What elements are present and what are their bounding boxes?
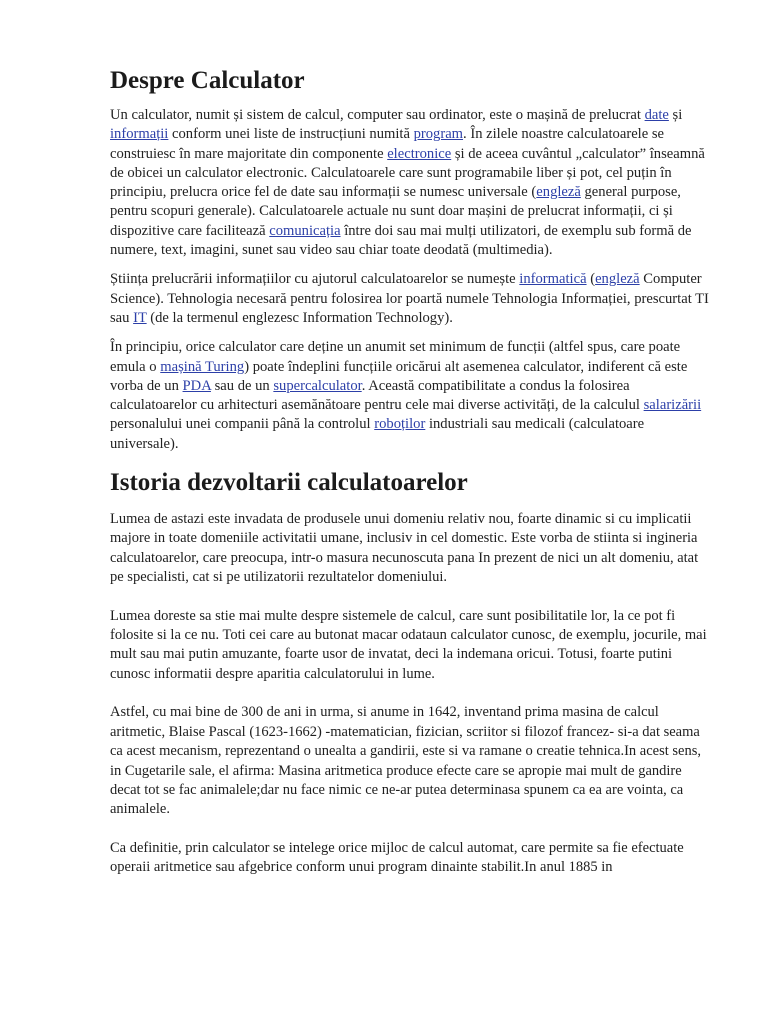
link-robotilor[interactable]: roboților: [374, 416, 426, 433]
text-run: între doi sau mai mulți utilizatori, de exemplu sub formă de numere, text, imagini, sunet sau video sau chiar toate deodată (multimedia).: [110, 222, 692, 259]
paragraph: Lumea doreste sa stie mai multe despre sistemele de calcul, care sunt posibilitatile lor, la ce pot fi folosite si la ce nu. Toti cei care au butonat macar odataun calculator cunosc, de exemplu, jocurile, mai mult sau mai putin amuzante, foarte usor de invatat, deci la indemana oricui. Totusi, foarte putini cunosc informatii despre aparitia calculatorului in lume.: [110, 607, 707, 682]
section-title: Despre Calculator: [110, 67, 305, 94]
link-pda[interactable]: PDA: [182, 377, 211, 394]
link-engleza[interactable]: engleză: [536, 184, 581, 201]
link-program[interactable]: program: [413, 126, 464, 143]
link-engleza-2[interactable]: engleză: [595, 271, 640, 288]
text-run: (: [586, 271, 596, 288]
section-despre-calculator: [110, 66, 714, 454]
text-run: personalului unei companii până la controlul: [110, 416, 375, 433]
text-run: Un calculator, numit și sistem de calcul, computer sau ordinator, este o mașină de prelucrat: [110, 107, 645, 123]
link-salarizarii[interactable]: salarizării: [643, 397, 702, 414]
text-run: Știința prelucrării informațiilor cu ajutorul calculatoarelor se numește: [110, 271, 520, 288]
text-run: și: [668, 107, 683, 123]
text-run: industriali sau medicali (calculatoare universale).: [110, 416, 645, 452]
text-run: conform unei liste de instrucțiuni numită: [168, 126, 414, 143]
section-istoria: [110, 468, 714, 878]
link-electronice[interactable]: electronice: [387, 145, 452, 162]
paragraph-compatibility: [110, 338, 714, 454]
paragraph: Astfel, cu mai bine de 300 de ani in urma, si anume in 1642, inventand prima masina de calcul aritmetic, Blaise Pascal (1623-1662) -matematician, fizician, scriitor si filozof francez- si-a dat seama ca acest mecanism, reprezentand o unealta a gandirii, este si va ramane o creatie tehnica.In acest sens, in Cugetarile sale, el afirma: Masina aritmetica produce efecte care se apropie mai mult de gandire decat tot se fac animalele;dar nu face nimic ce ne-ar putea determinasa spunem ca ea are vointa, ca animalele.: [110, 704, 701, 818]
text-run: Computer Science). Tehnologia necesară pentru folosirea lor poartă numele Tehnologia Informației, prescurtat TI sau: [110, 271, 709, 326]
link-it[interactable]: IT: [133, 309, 147, 326]
link-informatii[interactable]: informații: [110, 126, 169, 143]
text-run: general purpose, pentru scopuri generale). Calculatoarele actuale nu sunt doar mașini de prelucrat informații, ci și dispozitive care facilitează: [110, 184, 681, 239]
text-run: (de la termenul englezesc Information Technology).: [146, 309, 453, 326]
text-run: . Această compatibilitate a condus la folosirea calculatoarelor cu arhitecturi asemănătoare pentru cele mai diverse activități, de la calculul: [110, 377, 644, 414]
paragraph: Lumea de astazi este invadata de produsele unui domeniu relativ nou, foarte dinamic si cu implicatii majore in toate domeniile activitatii umane, inclusiv in cel domestic. Este vorba de stiinta si ingineria calculatoarelor, care preocupa, intr-o masura necunoscuta pana In prezent de nici un alt domeniu, atat pe specialisti, cat si pe utilizatorii rezultatelor domeniului.: [110, 511, 699, 586]
link-informatica[interactable]: informatică: [519, 271, 587, 288]
text-run: . În zilele noastre calculatoarele se construiesc în mare majoritate din componente: [110, 126, 665, 162]
link-masina-turing[interactable]: mașină Turing: [160, 358, 245, 375]
paragraph: Ca definitie, prin calculator se intelege orice mijloc de calcul automat, care permite sa fie efectuate operaii aritmetice sau afgebrice conform unui program dinainte stabilit.In anul 1885 in: [110, 839, 684, 876]
link-comunicatia[interactable]: comunicația: [269, 222, 341, 239]
link-supercalculator[interactable]: supercalculator: [273, 377, 362, 394]
text-run: sau de un: [210, 377, 274, 394]
text-run: În principiu, orice calculator care deține un anumit set minimum de funcții (altfel spus, care poate emula o: [110, 339, 681, 375]
text-run: ) poate îndeplini funcțiile oricărui alt asemenea calculator, indiferent că este vorba de un: [110, 358, 688, 394]
paragraph-definition: [110, 106, 714, 260]
text-run: și de aceea cuvântul „calculator” înseamnă de obicei un calculator electronic. Calculatoarele care sunt programabile liber și pot, cel puțin în principiu, prelucra orice fel de date sau informații se numesc universale (: [110, 145, 705, 201]
section-title: Istoria dezvoltarii calculatoarelor: [110, 469, 468, 497]
link-date[interactable]: date: [644, 107, 669, 123]
paragraph-informatica: [110, 270, 714, 328]
